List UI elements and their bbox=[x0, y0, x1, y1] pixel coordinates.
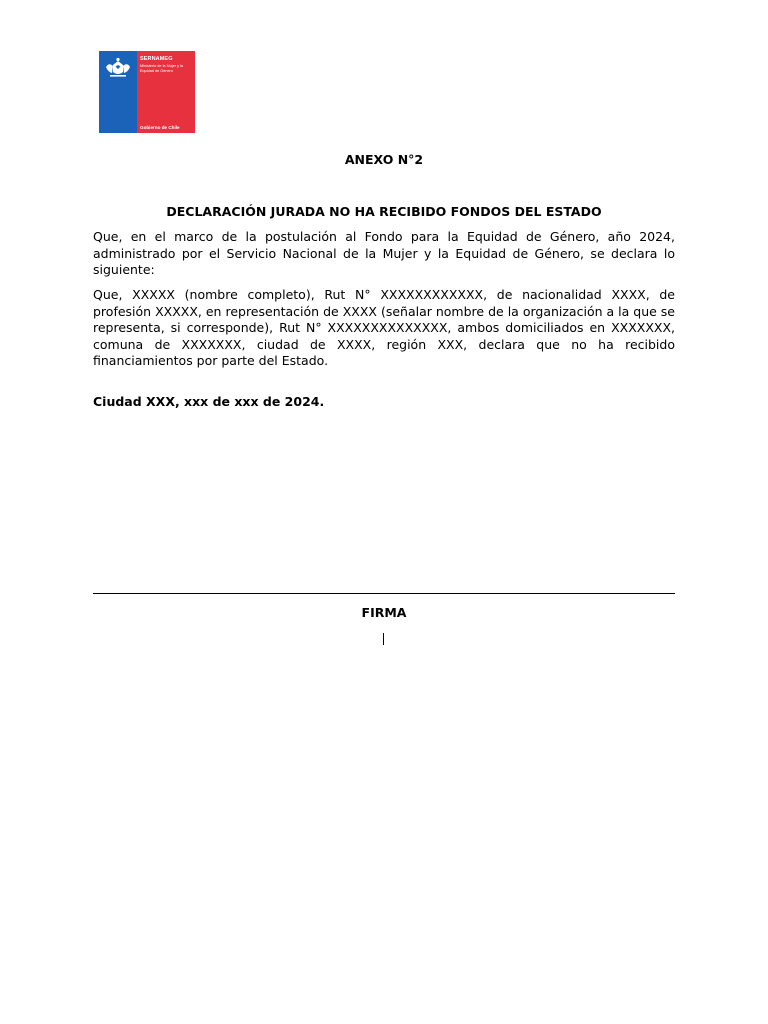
sernameg-logo bbox=[99, 51, 195, 133]
annex-title: ANEXO N°2 bbox=[344, 152, 424, 167]
logo-red-panel bbox=[137, 51, 195, 133]
signature-label: FIRMA bbox=[361, 605, 407, 620]
text-cursor bbox=[383, 633, 384, 645]
declaration-title: DECLARACIÓN JURADA NO HA RECIBIDO FONDOS DEL ESTADO bbox=[166, 204, 602, 219]
date-line: Ciudad XXX, xxx de xxx de 2024. bbox=[93, 394, 325, 409]
declaration-paragraph: Que, XXXXX (nombre completo), Rut N° XXXXXXXXXXXX, de nacionalidad XXXX, de profesión XXXXX, en representación de XXXX (señalar nombre de la organización a la que se representa, si corresponde), Rut N° XXXXXXXXXXXXXX, ambos domiciliados en XXXXXXX, comuna de XXXXXXX, ciudad de XXXX, región XXX, declara que no ha recibido financiamientos por parte del Estado. bbox=[93, 287, 675, 368]
coat-of-arms-icon bbox=[103, 57, 133, 79]
logo-blue-panel bbox=[99, 51, 137, 133]
intro-paragraph: Que, en el marco de la postulación al Fondo para la Equidad de Género, año 2024, administrado por el Servicio Nacional de la Mujer y la Equidad de Género, se declara lo siguiente: bbox=[93, 229, 675, 277]
logo-ministry: Ministerio de la Mujer y la Equidad de Género bbox=[140, 64, 184, 73]
logo-government: Gobierno de Chile bbox=[140, 125, 180, 130]
signature-line bbox=[93, 593, 675, 594]
logo-brand: SERNAMEG bbox=[140, 56, 173, 62]
